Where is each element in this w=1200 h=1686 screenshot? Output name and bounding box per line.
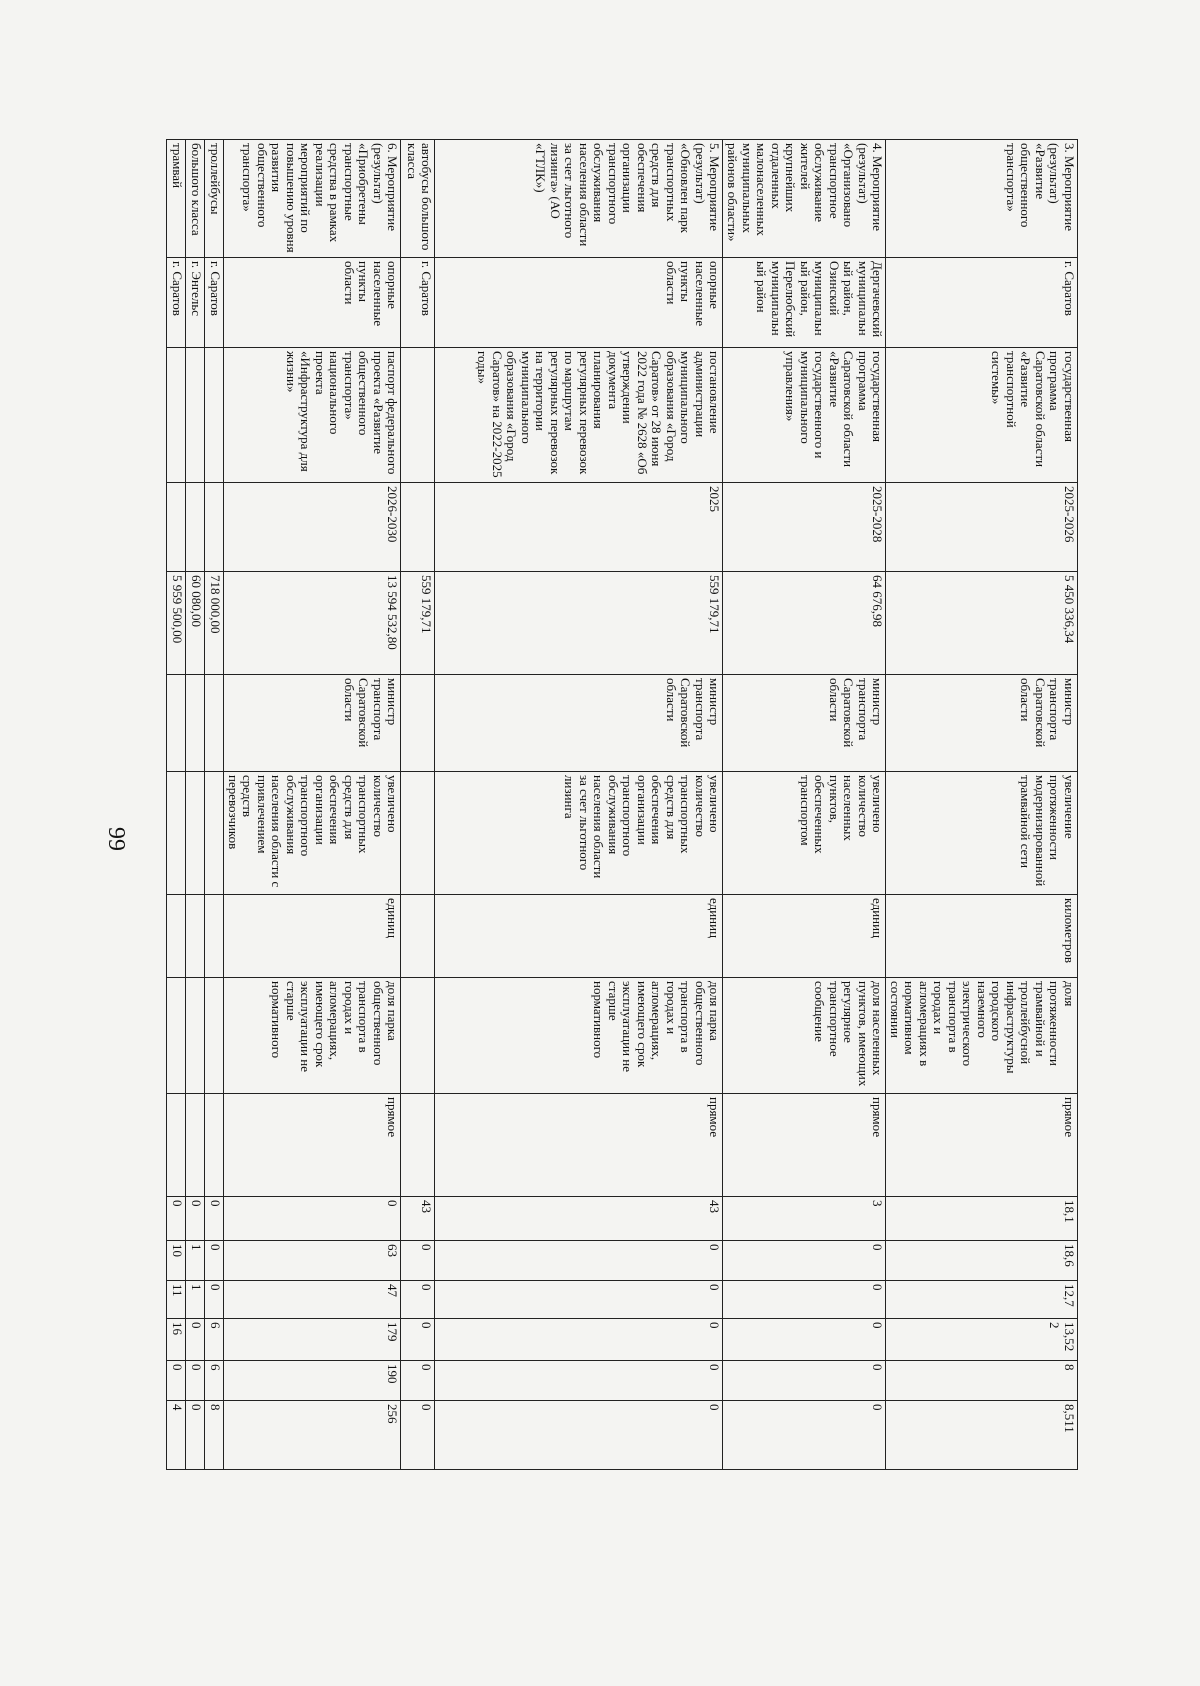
cell-event: 3. Мероприятие (результат) «Развитие общественного транспорта» [886,140,1078,258]
cell-indicator-type [401,1094,435,1197]
cell-document: государственная программа Саратовской области «Развитие государственного и муниципального управления» [723,348,886,483]
cell-value-6: 0 [435,1401,723,1470]
cell-territory: г. Саратов [401,258,435,348]
cell-amount: 718 000,00 [205,572,224,675]
cell-period [186,483,205,572]
cell-indicator [205,978,224,1094]
cell-indicator-type [205,1094,224,1197]
cell-indicator-type [186,1094,205,1197]
cell-unit [167,895,186,978]
cell-value-5: 6 [205,1361,224,1401]
cell-value-2: 0 [723,1241,886,1281]
cell-document [167,348,186,483]
cell-result [205,772,224,895]
cell-value-3: 47 [224,1281,401,1319]
cell-indicator-type [167,1094,186,1197]
cell-indicator: доля парка общественного транспорта в городах и агломерациях, имеющего срок эксплуатации не старше нормативного [435,978,723,1094]
cell-amount: 559 179,71 [435,572,723,675]
cell-value-5: 0 [401,1361,435,1401]
cell-value-6: 0 [186,1401,205,1470]
cell-unit: километров [886,895,1078,978]
cell-responsible [167,675,186,772]
cell-period [205,483,224,572]
cell-responsible: министр транспорта Саратовской области [723,675,886,772]
cell-responsible [401,675,435,772]
cell-document [401,348,435,483]
cell-value-5: 190 [224,1361,401,1401]
rotated-page-content [170,139,1078,1469]
cell-event: автобусы большого класса [401,140,435,258]
cell-territory: г. Саратов [167,258,186,348]
cell-unit [186,895,205,978]
table-row [205,140,224,1470]
cell-indicator [401,978,435,1094]
cell-unit [401,895,435,978]
cell-period: 2026-2030 [224,483,401,572]
cell-amount: 64 676,98 [723,572,886,675]
table-row [723,140,886,1470]
cell-document: паспорт федерального проекта «Развитие общественного транспорта» национального проекта «Инфраструктура для жизни» [224,348,401,483]
cell-result: увеличено количество населенных пунктов, обеспеченных транспортом [723,772,886,895]
cell-amount: 559 179,71 [401,572,435,675]
cell-value-4: 13,522 [886,1319,1078,1361]
cell-territory: опорные населенные пункты области [224,258,401,348]
cell-responsible: министр транспорта Саратовской области [224,675,401,772]
cell-indicator: доля населенных пунктов, имеющих регулярное транспортное сообщение [723,978,886,1094]
cell-value-1: 3 [723,1197,886,1241]
cell-value-6: 0 [401,1401,435,1470]
cell-value-2: 1 [186,1241,205,1281]
cell-value-3: 0 [723,1281,886,1319]
cell-indicator: доля парка общественного транспорта в городах и агломерациях, имеющего срок эксплуатации не старше нормативного [224,978,401,1094]
cell-event: трамвай [167,140,186,258]
table-row [886,140,1078,1470]
cell-value-1: 43 [435,1197,723,1241]
cell-result: увеличение протяженности модернизированной трамвайной сети [886,772,1078,895]
cell-value-6: 4 [167,1401,186,1470]
cell-value-6: 0 [723,1401,886,1470]
cell-value-2: 0 [435,1241,723,1281]
cell-unit [205,895,224,978]
cell-result [167,772,186,895]
cell-unit: единиц [723,895,886,978]
cell-responsible [205,675,224,772]
cell-value-4: 0 [723,1319,886,1361]
table-row [401,140,435,1470]
cell-event: большого класса [186,140,205,258]
cell-amount: 13 594 532,80 [224,572,401,675]
cell-territory: г. Энгельс [186,258,205,348]
cell-value-6: 8,511 [886,1401,1078,1470]
cell-period: 2025-2026 [886,483,1078,572]
cell-indicator [186,978,205,1094]
table-row [167,140,186,1470]
cell-event: 4. Мероприятие (результат) «Организовано транспортное обслуживание жителей крупнейших отдаленных малонаселенных муниципальных районов области» [723,140,886,258]
cell-event: троллейбусы [205,140,224,258]
cell-amount: 60 080,00 [186,572,205,675]
cell-responsible [186,675,205,772]
cell-responsible: министр транспорта Саратовской области [435,675,723,772]
cell-value-2: 0 [205,1241,224,1281]
cell-value-4: 0 [186,1319,205,1361]
cell-event: 6. Мероприятие (результат) «Приобретены транспортные средства в рамках реализации мероприятий по повышению уровня развития общественного транспорта» [224,140,401,258]
measures-table [167,139,1079,1470]
cell-value-5: 0 [723,1361,886,1401]
cell-value-3: 1 [186,1281,205,1319]
cell-value-3: 0 [435,1281,723,1319]
cell-result: увеличено количество транспортных средств для обеспечения организации транспортного обслуживания населения области за счет льготного лизинга [435,772,723,895]
cell-result: увеличено количество транспортных средств для обеспечения организации транспортного обслуживания населения области с привлечением средств перевозчиков [224,772,401,895]
cell-territory: опорные населенные пункты области [435,258,723,348]
cell-value-4: 6 [205,1319,224,1361]
cell-value-3: 0 [401,1281,435,1319]
table-row [435,140,723,1470]
cell-value-1: 0 [186,1197,205,1241]
cell-indicator: доля протяженности трамвайной и троллейбусной инфраструктуры городского наземного электрического транспорта в городах и агломерациях в нормативном состоянии [886,978,1078,1094]
cell-value-1: 0 [167,1197,186,1241]
cell-document: государственная программа Саратовской области «Развитие транспортной системы» [886,348,1078,483]
cell-unit: единиц [435,895,723,978]
cell-territory: Дергачевский муниципальный район, Озинский муниципальный район, Перелюбский муниципальный район [723,258,886,348]
cell-value-5: 0 [167,1361,186,1401]
cell-indicator-type: прямое [723,1094,886,1197]
cell-period [401,483,435,572]
cell-value-4: 16 [167,1319,186,1361]
cell-value-4: 179 [224,1319,401,1361]
cell-value-5: 0 [435,1361,723,1401]
cell-value-1: 18,1 [886,1197,1078,1241]
cell-result [186,772,205,895]
cell-value-1: 0 [205,1197,224,1241]
cell-value-4: 0 [435,1319,723,1361]
cell-territory: г. Саратов [886,258,1078,348]
cell-value-3: 0 [205,1281,224,1319]
cell-amount: 5 959 500,00 [167,572,186,675]
cell-value-1: 43 [401,1197,435,1241]
cell-period [167,483,186,572]
cell-indicator [167,978,186,1094]
cell-document: постановление администрации муниципального образования «Город Саратов» от 28 июня 2022 года № 2628 «Об утверждении документа планирования регулярных перевозок по маршрутам регулярных перевозок на территории муниципального образования «Город Саратов» на 2022-2025 годы» [435,348,723,483]
cell-value-2: 10 [167,1241,186,1281]
cell-result [401,772,435,895]
cell-unit: единиц [224,895,401,978]
cell-value-6: 256 [224,1401,401,1470]
cell-value-2: 63 [224,1241,401,1281]
cell-value-4: 0 [401,1319,435,1361]
cell-document [186,348,205,483]
cell-responsible: министр транспорта Саратовской области [886,675,1078,772]
cell-value-3: 11 [167,1281,186,1319]
cell-period: 2025-2028 [723,483,886,572]
cell-value-2: 0 [401,1241,435,1281]
cell-value-5: 0 [186,1361,205,1401]
table-viewport [170,139,1078,1469]
table-row [186,140,205,1470]
cell-territory: г. Саратов [205,258,224,348]
cell-value-1: 0 [224,1197,401,1241]
cell-value-3: 12,7 [886,1281,1078,1319]
table-row [224,140,401,1470]
cell-value-6: 8 [205,1401,224,1470]
page-number: 99 [103,827,129,851]
cell-indicator-type: прямое [886,1094,1078,1197]
cell-period: 2025 [435,483,723,572]
cell-event: 5. Мероприятие (результат) «Обновлен парк транспортных средств для обеспечения организации транспортного обслуживания населения области за счет льготного лизинга» (АО «ГТЛК») [435,140,723,258]
cell-indicator-type: прямое [435,1094,723,1197]
cell-indicator-type: прямое [224,1094,401,1197]
cell-amount: 5 450 336,34 [886,572,1078,675]
cell-value-2: 18,6 [886,1241,1078,1281]
cell-value-5: 8 [886,1361,1078,1401]
cell-document [205,348,224,483]
